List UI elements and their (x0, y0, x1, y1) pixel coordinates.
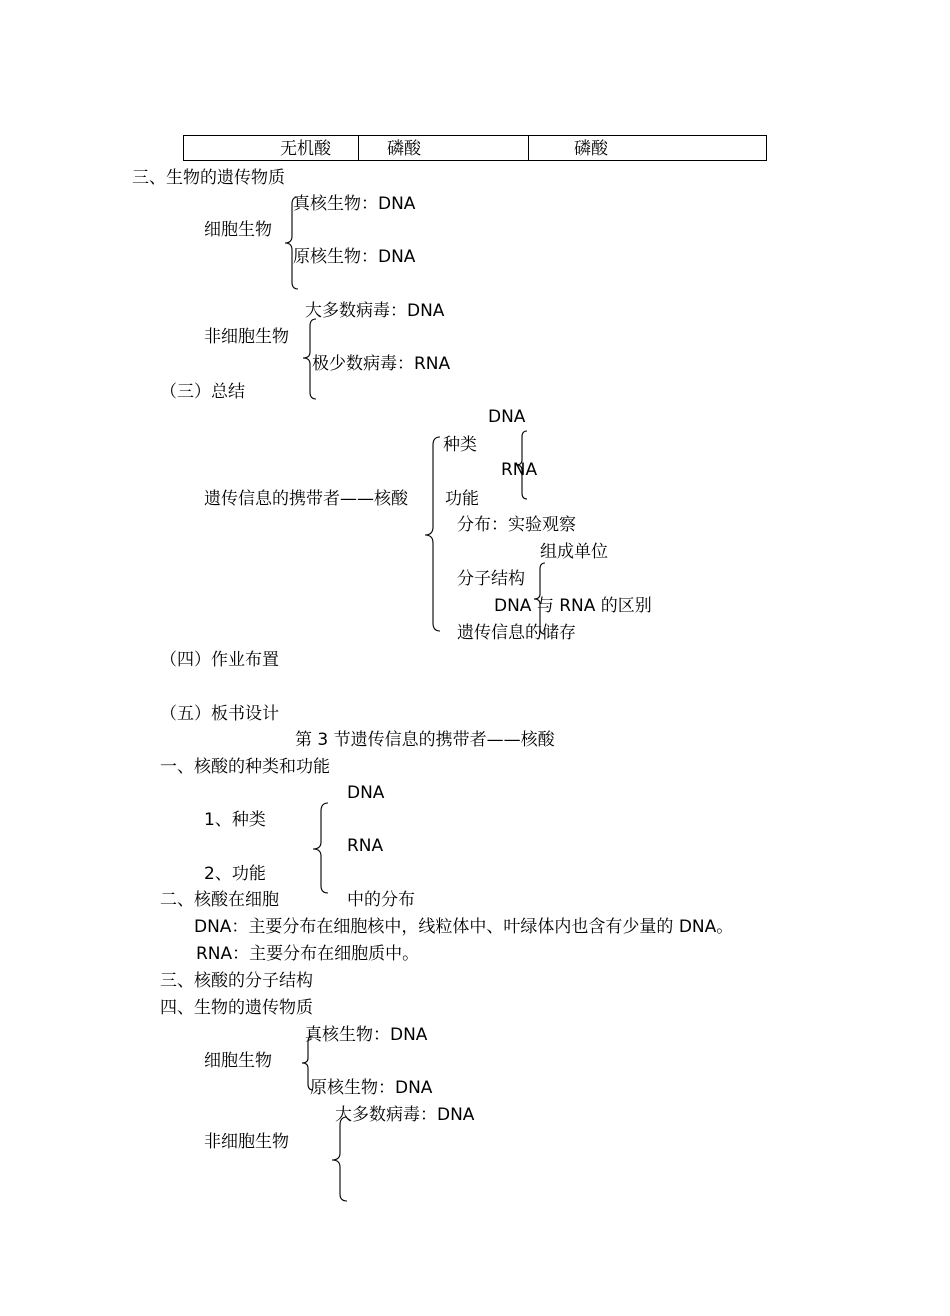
table-divider (528, 136, 529, 160)
few-viruses-line: 极少数病毒：RNA (312, 354, 451, 374)
table-cell-phosphoric-acid: 磷酸 (387, 139, 421, 159)
board-s1-heading: 一、核酸的种类和功能 (160, 757, 330, 777)
table-divider (358, 136, 359, 160)
board-prokaryote-line: 原核生物：DNA (310, 1078, 433, 1098)
dna-rna-difference-label: DNA 与 RNA 的区别 (494, 596, 652, 616)
brace-icon (331, 1116, 349, 1204)
acid-table-row (183, 135, 767, 161)
brace-icon (424, 436, 442, 634)
molecular-structure-label: 分子结构 (457, 569, 525, 589)
most-viruses-line: 大多数病毒：DNA (305, 301, 445, 321)
eukaryote-line: 真核生物：DNA (293, 194, 416, 214)
board-function-label: 2、功能 (204, 864, 266, 884)
storage-label: 遗传信息的储存 (457, 623, 576, 643)
board-noncellular-label: 非细胞生物 (204, 1132, 289, 1152)
board-rna-label: RNA (347, 836, 384, 856)
board-types-label: 1、种类 (204, 810, 266, 830)
summary-root: 遗传信息的携带者——核酸 (204, 489, 408, 509)
board-s2-heading-tail: 中的分布 (347, 890, 415, 910)
cellular-organism-label: 细胞生物 (204, 220, 272, 240)
board-cellular-label: 细胞生物 (204, 1051, 272, 1071)
noncellular-organism-label: 非细胞生物 (204, 327, 289, 347)
rna-label: RNA (501, 460, 538, 480)
board-dna-label: DNA (347, 783, 385, 803)
board-eukaryote-line: 真核生物：DNA (305, 1025, 428, 1045)
composition-unit-label: 组成单位 (540, 542, 608, 562)
section-heading: 三、生物的遗传物质 (132, 168, 285, 188)
function-label: 功能 (445, 489, 479, 509)
board-dna-distribution: DNA：主要分布在细胞核中，线粒体中、叶绿体内也含有少量的 DNA。 (194, 917, 734, 937)
table-cell-inorganic-acid: 无机酸 (280, 139, 331, 159)
board-rna-distribution: RNA：主要分布在细胞质中。 (196, 944, 420, 964)
board-s2-heading: 二、核酸在细胞 (160, 890, 279, 910)
board-heading: （五）板书设计 (160, 704, 279, 724)
summary-heading: （三）总结 (160, 382, 245, 402)
board-s3-heading: 三、核酸的分子结构 (160, 971, 313, 991)
board-title: 第 3 节遗传信息的携带者——核酸 (295, 730, 555, 750)
types-label: 种类 (443, 435, 477, 455)
distribution-label: 分布：实验观察 (457, 515, 576, 535)
dna-label: DNA (488, 407, 526, 427)
brace-icon (312, 802, 330, 896)
prokaryote-line: 原核生物：DNA (293, 247, 416, 267)
board-s4-heading: 四、生物的遗传物质 (160, 998, 313, 1018)
table-cell-phosphoric-acid: 磷酸 (574, 139, 608, 159)
homework-heading: （四）作业布置 (160, 650, 279, 670)
board-most-viruses-line: 大多数病毒：DNA (335, 1105, 475, 1125)
